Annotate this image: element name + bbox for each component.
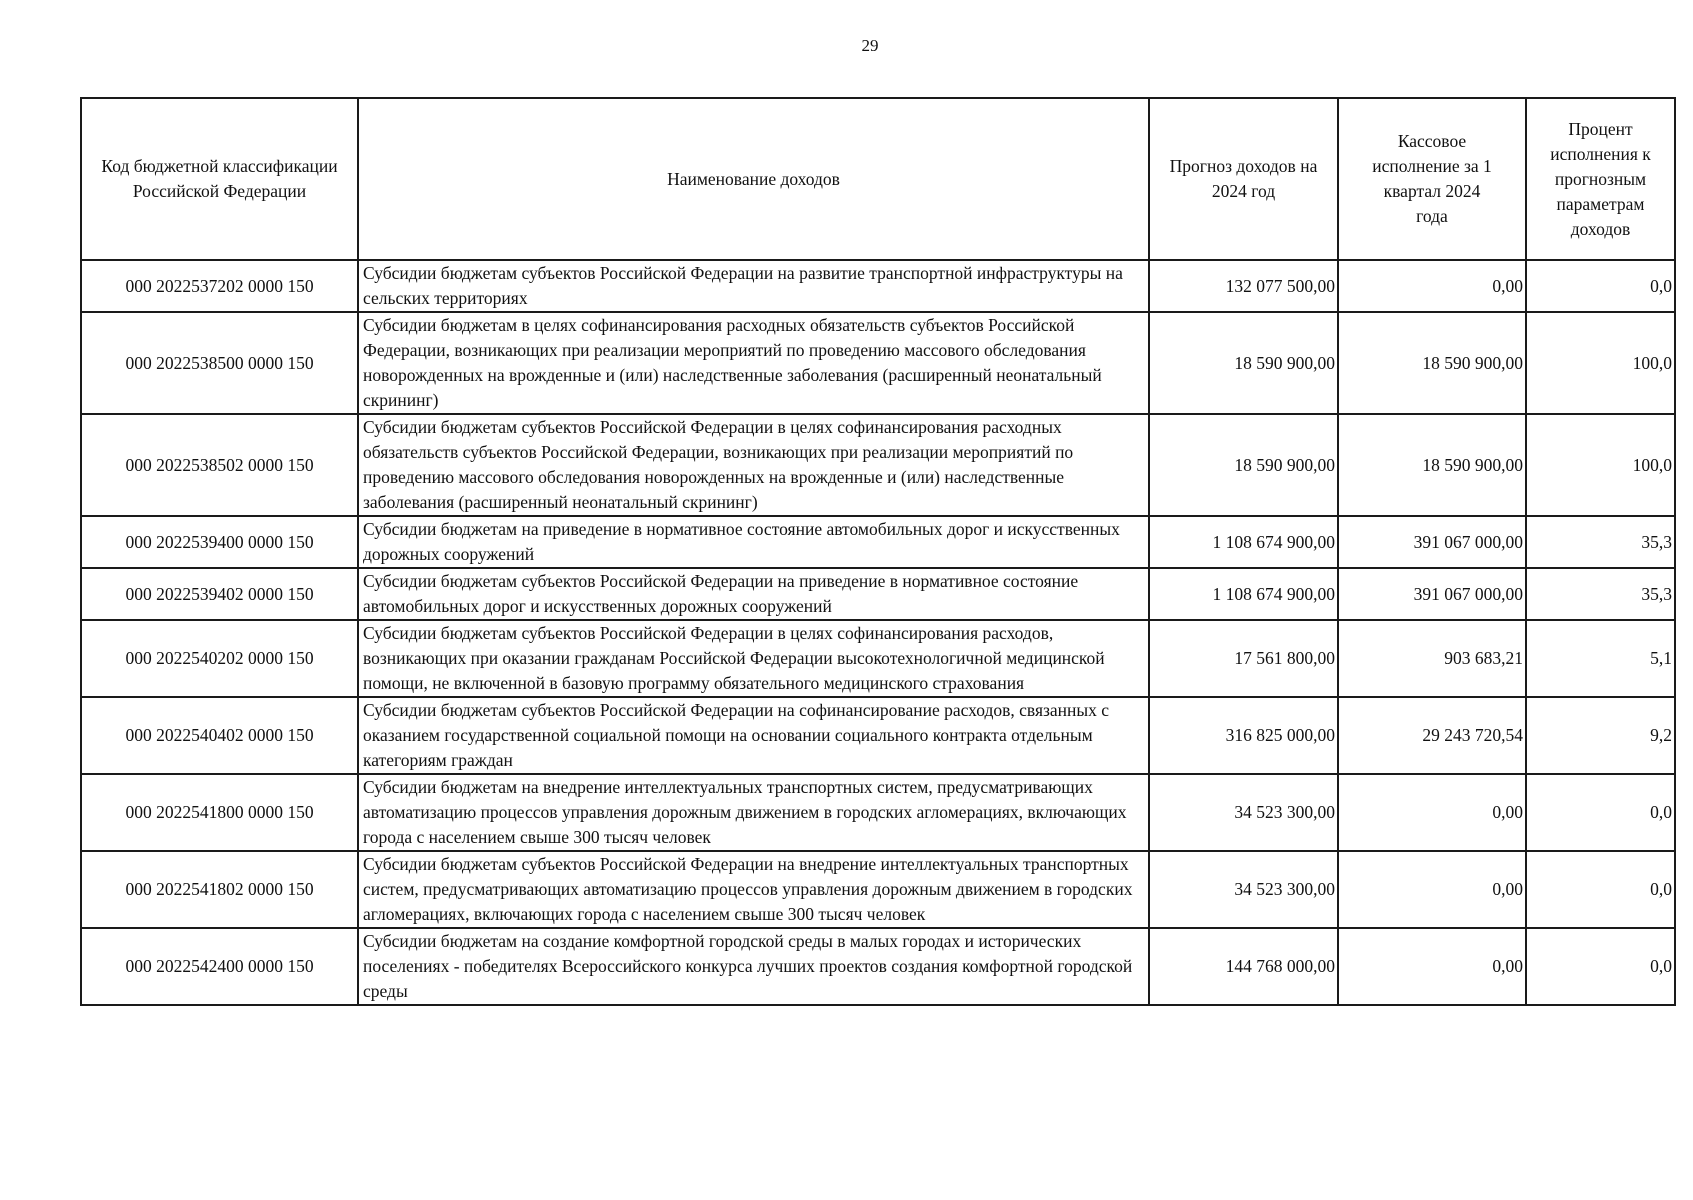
revenue-table	[80, 97, 1676, 1006]
cell-code: 000 2022537202 0000 150	[81, 260, 358, 312]
cell-actual: 29 243 720,54	[1338, 697, 1526, 774]
table-row	[81, 774, 1675, 851]
table-row	[81, 260, 1675, 312]
cell-percent: 35,3	[1526, 568, 1675, 620]
cell-forecast: 316 825 000,00	[1149, 697, 1338, 774]
header-name: Наименование доходов	[358, 98, 1149, 260]
cell-code: 000 2022538500 0000 150	[81, 312, 358, 414]
table-row	[81, 414, 1675, 516]
header-percent: Процент исполнения к прогнозным параметрам доходов	[1526, 98, 1675, 260]
cell-name: Субсидии бюджетам субъектов Российской Федерации на софинансирование расходов, связанных с оказанием государственной социальной помощи на основании социального контракта отдельным категориям граждан	[358, 697, 1149, 774]
cell-name: Субсидии бюджетам на приведение в нормативное состояние автомобильных дорог и искусственных дорожных сооружений	[358, 516, 1149, 568]
cell-code: 000 2022539402 0000 150	[81, 568, 358, 620]
cell-actual: 903 683,21	[1338, 620, 1526, 697]
cell-actual: 0,00	[1338, 928, 1526, 1005]
cell-forecast: 18 590 900,00	[1149, 312, 1338, 414]
cell-percent: 9,2	[1526, 697, 1675, 774]
cell-name: Субсидии бюджетам субъектов Российской Федерации в целях софинансирования расходов, возникающих при оказании гражданам Российской Федерации высокотехнологичной медицинской помощи, не включенной в базовую программу обязательного медицинского страхования	[358, 620, 1149, 697]
header-code: Код бюджетной классификации Российской Федерации	[81, 98, 358, 260]
table-body	[81, 260, 1675, 1005]
cell-percent: 100,0	[1526, 414, 1675, 516]
table-row	[81, 568, 1675, 620]
cell-name: Субсидии бюджетам на внедрение интеллектуальных транспортных систем, предусматривающих автоматизацию процессов управления дорожным движением в городских агломерациях, включающих города с населением свыше 300 тысяч человек	[358, 774, 1149, 851]
cell-name: Субсидии бюджетам субъектов Российской Федерации на внедрение интеллектуальных транспортных систем, предусматривающих автоматизацию процессов управления дорожным движением в городских агломерациях, включающих города с населением свыше 300 тысяч человек	[358, 851, 1149, 928]
cell-code: 000 2022540402 0000 150	[81, 697, 358, 774]
cell-forecast: 18 590 900,00	[1149, 414, 1338, 516]
cell-actual: 391 067 000,00	[1338, 568, 1526, 620]
table-header-row	[81, 98, 1675, 260]
table-row	[81, 312, 1675, 414]
cell-actual: 18 590 900,00	[1338, 312, 1526, 414]
table-row	[81, 620, 1675, 697]
header-actual: Кассовое исполнение за 1 квартал 2024 года	[1338, 98, 1526, 260]
cell-forecast: 34 523 300,00	[1149, 774, 1338, 851]
cell-actual: 0,00	[1338, 851, 1526, 928]
cell-percent: 35,3	[1526, 516, 1675, 568]
cell-code: 000 2022542400 0000 150	[81, 928, 358, 1005]
cell-actual: 0,00	[1338, 260, 1526, 312]
header-forecast: Прогноз доходов на 2024 год	[1149, 98, 1338, 260]
cell-forecast: 34 523 300,00	[1149, 851, 1338, 928]
cell-name: Субсидии бюджетам субъектов Российской Федерации на приведение в нормативное состояние автомобильных дорог и искусственных дорожных сооружений	[358, 568, 1149, 620]
page-number: 29	[861, 36, 879, 55]
cell-percent: 100,0	[1526, 312, 1675, 414]
cell-percent: 0,0	[1526, 928, 1675, 1005]
cell-percent: 0,0	[1526, 774, 1675, 851]
cell-code: 000 2022541800 0000 150	[81, 774, 358, 851]
cell-code: 000 2022540202 0000 150	[81, 620, 358, 697]
cell-forecast: 1 108 674 900,00	[1149, 568, 1338, 620]
cell-name: Субсидии бюджетам в целях софинансирования расходных обязательств субъектов Российской Федерации, возникающих при реализации мероприятий по проведению массового обследования новорожденных на врожденные и (или) наследственные заболевания (расширенный неонатальный скрининг)	[358, 312, 1149, 414]
cell-actual: 18 590 900,00	[1338, 414, 1526, 516]
cell-percent: 0,0	[1526, 260, 1675, 312]
table-row	[81, 928, 1675, 1005]
cell-code: 000 2022541802 0000 150	[81, 851, 358, 928]
cell-percent: 5,1	[1526, 620, 1675, 697]
table-row	[81, 851, 1675, 928]
cell-percent: 0,0	[1526, 851, 1675, 928]
cell-actual: 0,00	[1338, 774, 1526, 851]
cell-code: 000 2022538502 0000 150	[81, 414, 358, 516]
table-row	[81, 697, 1675, 774]
cell-forecast: 17 561 800,00	[1149, 620, 1338, 697]
cell-forecast: 132 077 500,00	[1149, 260, 1338, 312]
cell-name: Субсидии бюджетам субъектов Российской Федерации на развитие транспортной инфраструктуры на сельских территориях	[358, 260, 1149, 312]
cell-name: Субсидии бюджетам субъектов Российской Федерации в целях софинансирования расходных обязательств субъектов Российской Федерации, возникающих при реализации мероприятий по проведению массового обследования новорожденных на врожденные и (или) наследственные заболевания (расширенный неонатальный скрининг)	[358, 414, 1149, 516]
cell-name: Субсидии бюджетам на создание комфортной городской среды в малых городах и исторических поселениях - победителях Всероссийского конкурса лучших проектов создания комфортной городской среды	[358, 928, 1149, 1005]
table-row	[81, 516, 1675, 568]
cell-forecast: 1 108 674 900,00	[1149, 516, 1338, 568]
cell-actual: 391 067 000,00	[1338, 516, 1526, 568]
cell-code: 000 2022539400 0000 150	[81, 516, 358, 568]
cell-forecast: 144 768 000,00	[1149, 928, 1338, 1005]
